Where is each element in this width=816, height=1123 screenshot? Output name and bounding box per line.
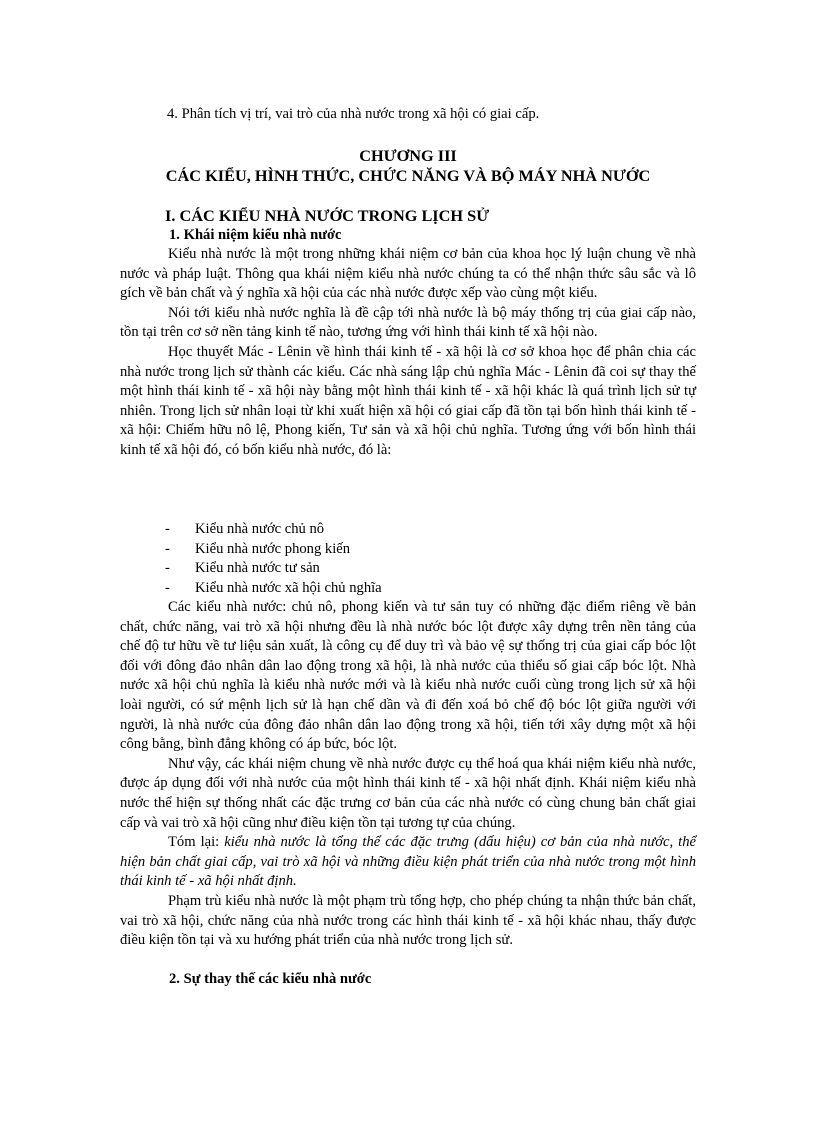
chapter-title: CÁC KIỂU, HÌNH THỨC, CHỨC NĂNG VÀ BỘ MÁY NHÀ NƯỚC	[165, 166, 651, 185]
paragraph-1: Kiểu nhà nước là một trong những khái niệm cơ bản của khoa học lý luận chung về nhà nước và pháp luật. Thông qua khái niệm kiểu nhà nước chúng ta có thể nhận thức sâu sắc và lô gích về bản chất và ý nghĩa xã hội của các nhà nước được xếp vào cùng một kiểu.	[120, 246, 696, 302]
paragraph-5: Như vậy, các khái niệm chung về nhà nước được cụ thể hoá qua khái niệm kiểu nhà nước, được áp dụng đối với nhà nước của một hình thái kinh tế - xã hội nhất định. Khái niệm kiểu nhà nước thể hiện sự thống nhất các đặc trưng cơ bản của các nhà nước có cùng chung bản chất giai cấp và vai trò xã hội cũng như điều kiện tồn tại tương tự của chúng.	[120, 755, 696, 831]
subsection-1-heading: 1. Khái niệm kiểu nhà nước	[169, 227, 342, 243]
paragraph-6	[120, 833, 696, 892]
list-item: - Kiểu nhà nước phong kiến	[165, 540, 382, 560]
bullet-marker: -	[165, 579, 170, 596]
text-block-2	[120, 598, 696, 951]
question-4: 4. Phân tích vị trí, vai trò của nhà nước trong xã hội có giai cấp.	[167, 106, 540, 122]
paragraph-3: Học thuyết Mác - Lênin về hình thái kinh tế - xã hội là cơ sở khoa học để phân chia các nhà nước trong lịch sử thành các kiểu. Các nhà sáng lập chủ nghĩa Mác - Lênin đã coi sự thay thế một hình thái kinh tế - xã hội này bằng một hình thái kinh tế - xã hội khác là quá trình lịch sử tự nhiên. Trong lịch sử nhân loại từ khi xuất hiện xã hội có giai cấp đã tồn tại bốn hình thái kinh tế - xã hội: Chiếm hữu nô lệ, Phong kiến, Tư sản và xã hội chủ nghĩa. Tương ứng với bốn hình thái kinh tế xã hội đó, có bốn kiểu nhà nước, đó là:	[120, 343, 696, 458]
bullet-marker: -	[165, 560, 170, 577]
text-block-1	[120, 245, 696, 461]
chapter-label: CHƯƠNG III	[359, 146, 457, 165]
bullet-marker: -	[165, 521, 170, 537]
section-title: I. CÁC KIỂU NHÀ NƯỚC TRONG LỊCH SỬ	[165, 206, 490, 225]
paragraph-7: Phạm trù kiểu nhà nước là một phạm trù tổng hợp, cho phép chúng ta nhận thức bản chất, vai trò xã hội, chức năng của nhà nước trong các hình thái kinh tế - xã hội khác nhau, thấy được điều kiện tồn tại và xu hướng phát triển của nhà nước trong lịch sử.	[120, 892, 696, 949]
state-types-list	[165, 520, 382, 598]
list-item: - Kiểu nhà nước chủ nô	[165, 520, 382, 540]
bullet-marker: -	[165, 540, 170, 557]
paragraph-4: Các kiểu nhà nước: chủ nô, phong kiến và tư sản tuy có những đặc điểm riêng về bản chất, chức năng, vai trò xã hội nhưng đều là nhà nước bóc lột được xây dựng trên nền tảng của chế độ tư hữu về tư liệu sản xuất, là công cụ để duy trì và bảo vệ sự thống trị của giai cấp bóc lột đối với đông đảo nhân dân lao động trong xã hội, là nhà nước của thiểu số giai cấp bóc lột. Nhà nước xã hội chủ nghĩa là kiểu nhà nước mới và là kiểu nhà nước cuối cùng trong lịch sử xã hội loài người, có sứ mệnh lịch sử là hạn chế dần và đi đến xoá bỏ chế độ bóc lột giữa người với người, là nhà nước của đông đảo nhân dân lao động trong xã hội, tiến tới xây dựng một xã hội công bằng, bình đẳng không có áp bức, bóc lột.	[120, 599, 696, 753]
list-item: - Kiểu nhà nước tư sản	[165, 559, 382, 579]
summary-definition: kiểu nhà nước là tổng thể các đặc trưng (dấu hiệu) cơ bản của nhà nước, thể hiện bản chất giai cấp, vai trò xã hội và những điều kiện phát triển của nhà nước trong một hình thái kinh tế - xã hội nhất định.	[120, 834, 696, 890]
subsection-2-heading: 2. Sự thay thế các kiểu nhà nước	[169, 971, 372, 987]
paragraph-2: Nói tới kiểu nhà nước nghĩa là đề cập tới nhà nước là bộ máy thống trị của giai cấp nào, tồn tại trên cơ sở nền tảng kinh tế nào, tương ứng với hình thái kinh tế xã hội nào.	[120, 304, 696, 341]
list-item: - Kiểu nhà nước xã hội chủ nghĩa	[165, 579, 382, 599]
summary-lead: Tóm lại:	[168, 834, 225, 851]
